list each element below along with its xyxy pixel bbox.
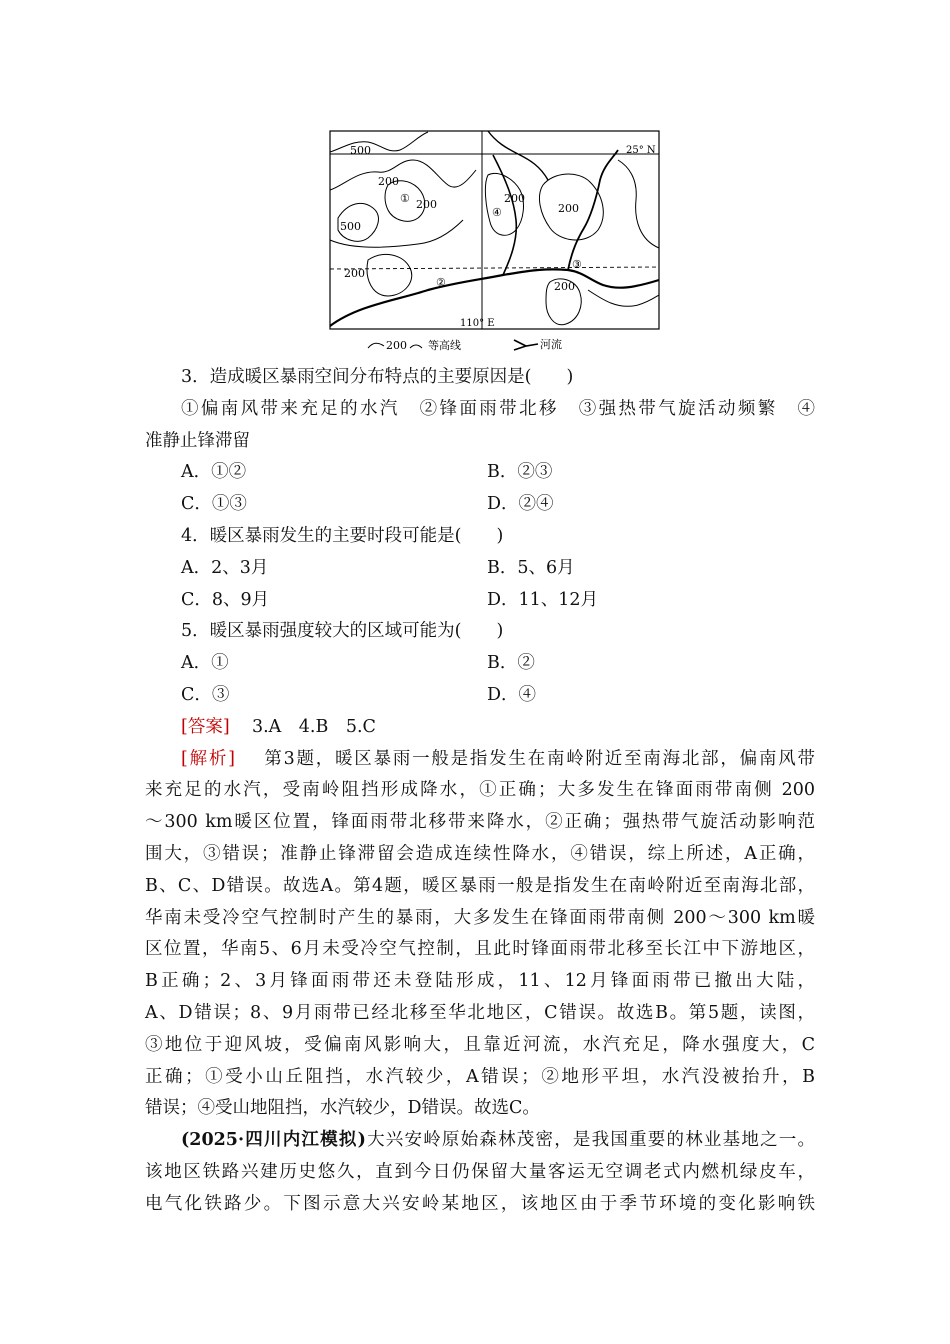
next-intro-first-line bbox=[145, 1125, 815, 1157]
analysis-line: ～300 km暖区位置，锋面雨带北移带来降水，②正确；强热带气旋活动影响范 bbox=[145, 812, 815, 833]
question-5-options-row-1 bbox=[145, 648, 815, 680]
answer-text: 3.A 4.B 5.C bbox=[251, 716, 376, 737]
option-a: A．①② bbox=[181, 462, 247, 483]
dashed-line bbox=[330, 267, 659, 269]
map-label: ① bbox=[400, 192, 410, 205]
question-4-stem: 4．暖区暴雨发生的主要时段可能是( ) bbox=[181, 525, 504, 546]
option-c: C．8、9月 bbox=[181, 589, 270, 610]
map-label: 200 bbox=[344, 267, 365, 280]
next-intro-line: 该地区铁路兴建历史悠久，直到今日仍保留大量客运无空调老式内燃机绿皮车， bbox=[145, 1161, 815, 1182]
tributary-river-3 bbox=[488, 131, 548, 180]
question-3-stem: 3．造成暖区暴雨空间分布特点的主要原因是( ) bbox=[181, 367, 574, 387]
option-a: A．2、3月 bbox=[181, 557, 269, 578]
map-label: ④ bbox=[492, 206, 502, 219]
option-a: A．① bbox=[181, 653, 229, 674]
question-block bbox=[145, 362, 815, 1221]
analysis-first-line bbox=[145, 744, 815, 776]
map-label: 200 bbox=[558, 202, 579, 215]
option-d: D．②④ bbox=[487, 494, 554, 515]
map-label: 200 bbox=[416, 198, 437, 211]
question-3-options-row-1 bbox=[145, 457, 815, 489]
analysis-line: 华南未受冷空气控制时产生的暴雨，大多发生在锋面雨带南侧 200～300 km暖 bbox=[145, 907, 815, 928]
answer-tag: [答案] bbox=[181, 716, 230, 737]
question-4-options-row-2 bbox=[145, 585, 815, 617]
map-label: ③ bbox=[572, 258, 582, 271]
question-5-options-row-2 bbox=[145, 680, 815, 712]
question-5-stem: 5．暖区暴雨强度较大的区域可能为( ) bbox=[181, 621, 504, 642]
analysis-text: 第3题，暖区暴雨一般是指发生在南岭附近至南海北部，偏南风带 bbox=[264, 748, 815, 769]
option-c: C．③ bbox=[181, 684, 230, 705]
analysis-line: B、C、D错误。故选A。第4题，暖区暴雨一般是指发生在南岭附近至南海北部， bbox=[145, 875, 815, 896]
analysis-line: 错误；④受山地阻挡，水汽较少，D错误。故选C。 bbox=[145, 1098, 540, 1119]
option-d: D．11、12月 bbox=[487, 589, 599, 610]
question-3-statements-cont: 准静止锋滞留 bbox=[145, 430, 250, 451]
longitude-label: 110° E bbox=[460, 318, 495, 329]
legend-contour-symbol bbox=[410, 345, 422, 348]
question-3-options-row-2 bbox=[145, 489, 815, 521]
option-d: D．④ bbox=[487, 684, 537, 705]
legend-contour-symbol bbox=[368, 343, 384, 348]
contour-map bbox=[328, 130, 662, 354]
option-b: B．② bbox=[487, 653, 535, 674]
analysis-line: A、D错误；8、9月雨带已经北移至华北地区，C错误。故选B。第5题，读图， bbox=[145, 1002, 815, 1023]
answer-line bbox=[145, 712, 815, 744]
analysis-line: 正确；①受小山丘阻挡，水汽较少，A错误；②地形平坦，水汽没被抬升，B bbox=[145, 1066, 815, 1087]
option-b: B．②③ bbox=[487, 462, 553, 483]
contour-line bbox=[330, 160, 476, 190]
analysis-line: 围大，③错误；准静止锋滞留会造成连续性降水，④错误，综上所述，A正确， bbox=[145, 843, 815, 864]
option-b: B．5、6月 bbox=[487, 557, 575, 578]
map-label: 200 bbox=[554, 280, 575, 293]
contour-map-figure bbox=[328, 130, 662, 354]
latitude-label: 25° N bbox=[626, 145, 656, 156]
legend-river-label: 河流 bbox=[540, 338, 562, 351]
contour-line bbox=[367, 254, 412, 296]
map-label: 200 bbox=[504, 192, 525, 205]
next-intro-text: 大兴安岭原始森林茂密，是我国重要的林业基地之一。 bbox=[365, 1130, 815, 1151]
map-label: ② bbox=[436, 276, 446, 289]
question-4-options-row-1 bbox=[145, 553, 815, 585]
map-label: 500 bbox=[350, 144, 371, 157]
next-intro-line: 电气化铁路少。下图示意大兴安岭某地区，该地区由于季节环境的变化影响铁 bbox=[145, 1193, 815, 1214]
legend-river-symbol bbox=[514, 340, 538, 350]
analysis-line: ③地位于迎风坡，受偏南风影响大，且靠近河流，水汽充足，降水强度大，C bbox=[145, 1034, 815, 1055]
contour-line bbox=[330, 132, 428, 152]
map-legend bbox=[368, 337, 562, 352]
map-label: 200 bbox=[378, 175, 399, 188]
option-c: C．①③ bbox=[181, 494, 247, 515]
map-label: 500 bbox=[340, 220, 361, 233]
analysis-tag: [解析] bbox=[181, 748, 235, 769]
question-3-statements: ①偏南风带来充足的水汽 ②锋面雨带北移 ③强热带气旋活动频繁 ④ bbox=[181, 398, 815, 419]
analysis-line: B正确；2、3月锋面雨带还未登陆形成，11、12月锋面雨带已撤出大陆， bbox=[145, 971, 815, 992]
source-label: (2025·四川内江模拟) bbox=[181, 1130, 366, 1151]
legend-contour-value: 200 bbox=[386, 339, 407, 352]
contour-line bbox=[618, 160, 659, 248]
legend-contour-label: 等高线 bbox=[428, 339, 461, 352]
analysis-line: 来充足的水汽，受南岭阻挡形成降水，①正确；大多发生在锋面雨带南侧 200 bbox=[145, 780, 815, 801]
analysis-line: 区位置，华南5、6月未受冷空气控制，且此时锋面雨带北移至长江中下游地区， bbox=[145, 939, 815, 960]
contour-line bbox=[588, 290, 659, 306]
